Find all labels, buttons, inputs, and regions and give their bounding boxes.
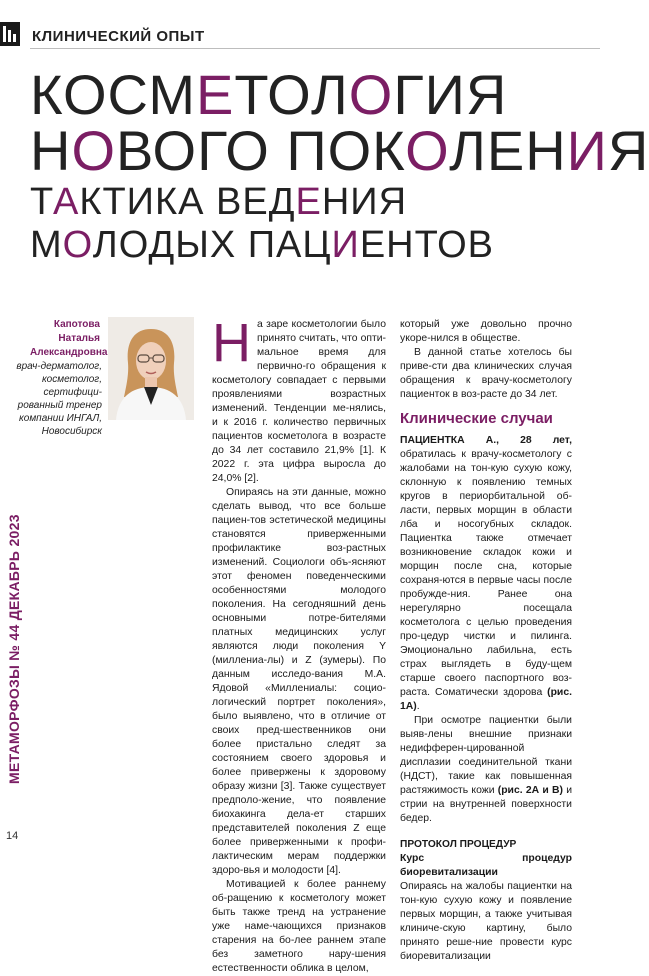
author-photo (108, 317, 194, 420)
paragraph: Мотивацией к более раннему об-ращению к косметологу может быть также тренд на устранение уже наме-чающихся признаков старения на бо-лее раннем этапе без заметного нару-шения естественности облика в целом, (212, 879, 386, 974)
title-line-2: НОВОГО ПОКОЛЕНИЯ (30, 119, 649, 182)
article-column-right (400, 318, 572, 964)
author-name: Капотова Наталья Александровна (30, 319, 108, 358)
protocol-title: ПРОТОКОЛ ПРОЦЕДУР (400, 839, 517, 850)
title-line-4: МОЛОДЫХ ПАЦИЕНТОВ (30, 224, 495, 266)
paragraph: В данной статье хотелось бы приве-сти два клинических случая обращения к врачу-косметологу пациенток в воз-расте до 34 лет. (400, 347, 572, 400)
paragraph: Опираясь на жалобы пациентки на тон-кую сухую кожу и появление первых морщин, а также учитывая клиниче-скую картину, было принято реше-ние провести курс биоревитализации (400, 881, 572, 962)
issue-info-vertical: МЕТАМОРФОЗЫ № 44 ДЕКАБРЬ 2023 (6, 514, 22, 784)
title-line-3: ТАКТИКА ВЕДЕНИЯ (30, 181, 408, 223)
magazine-logo-icon (0, 22, 20, 46)
intro-paragraph: На заре косметологии было принято считать, что опти-мальное время для первично-го обращения к косметологу совпадает с первыми проявлениями возрастных изменений. Тенденции ме-нялись, и к 2016 г. количество первичных пациентов косметолога в возрасте до 34 лет составило 21,9% [1]. К 2022 г. эта цифра выросла до 24,0% [2]. (212, 313, 386, 484)
patient-label: ПАЦИЕНТКА А., 28 лет, (400, 435, 572, 446)
patient-case-paragraph: ПАЦИЕНТКА А., 28 лет, обратилась к врачу-косметологу с жалобами на тон-кую сухую кожу, склонную к появлению темных кругов в периорбитальной об-ласти, первых морщин в области лба и носогубных складок. Пациентка также отмечает возникновение складок кожи и морщин после сна, которые сохраня-ются в первые часы после пробужде-ния. Ранее она нерегулярно посещала косметолога с целью проведения про-цедур чистки и пилинга. Эмоционально лабильна, есть страх выглядеть в буду-щем старше своего паспортного воз-раста. Соматически здорова (рис. 1А). (400, 435, 572, 712)
protocol-subtitle: Курс процедур биоревитализации (400, 853, 572, 878)
paragraph: который уже довольно прочно укоре-нился в обществе. (400, 319, 572, 344)
author-role: врач-дерматолог, косметолог, сертифици-рованный тренер компании ИНГАЛ, Новосибирск (16, 361, 102, 437)
header-divider (30, 48, 600, 49)
section-heading-clinical-cases: Клинические случаи (400, 410, 553, 427)
title-line-1: КОСМЕТОЛОГИЯ (30, 63, 508, 126)
figure-ref: (рис. 2А и В) (497, 785, 563, 796)
page-number: 14 (6, 830, 19, 842)
figure-ref: (рис. 1А) (400, 687, 572, 712)
article-column-middle (212, 313, 386, 976)
section-label: КЛИНИЧЕСКИЙ ОПЫТ (32, 28, 205, 45)
paragraph: Опираясь на эти данные, можно сделать вывод, что все больше пациен-тов эстетической медицины становятся приверженными профилактике воз-растных изменений. Социологи объ-ясняют этот феномен поведенческими особенностями молодого поколения. На сегодняшний день основными потре-бителями платных медицинских услуг являются люди поколения Y (миллениа-лы) и Z (зумеры). По данным исследо-вания М.А. Ядовой «Миллениалы: социо-логический портрет поколения», было выявлено, что в отличие от своих пред-шественников они более пристально следят за состоянием своего здоровья и более привержены к здоровому образу жизни [3]. Также существует предполо-жение, что появление биохакинга дела-ет старших представителей поколения Z еще более приверженными к профи-лактическим мерам поддержки здоро-вья и молодости [4]. (212, 487, 386, 876)
drop-cap: Н (212, 313, 251, 373)
paragraph: При осмотре пациентки были выяв-лены внешние признаки недифферен-цированной дисплазии соединительной ткани (НДСТ), такие как повышенная растяжимость кожи (рис. 2А и В) и стрии на внутренней поверхности бедер. (400, 715, 572, 824)
